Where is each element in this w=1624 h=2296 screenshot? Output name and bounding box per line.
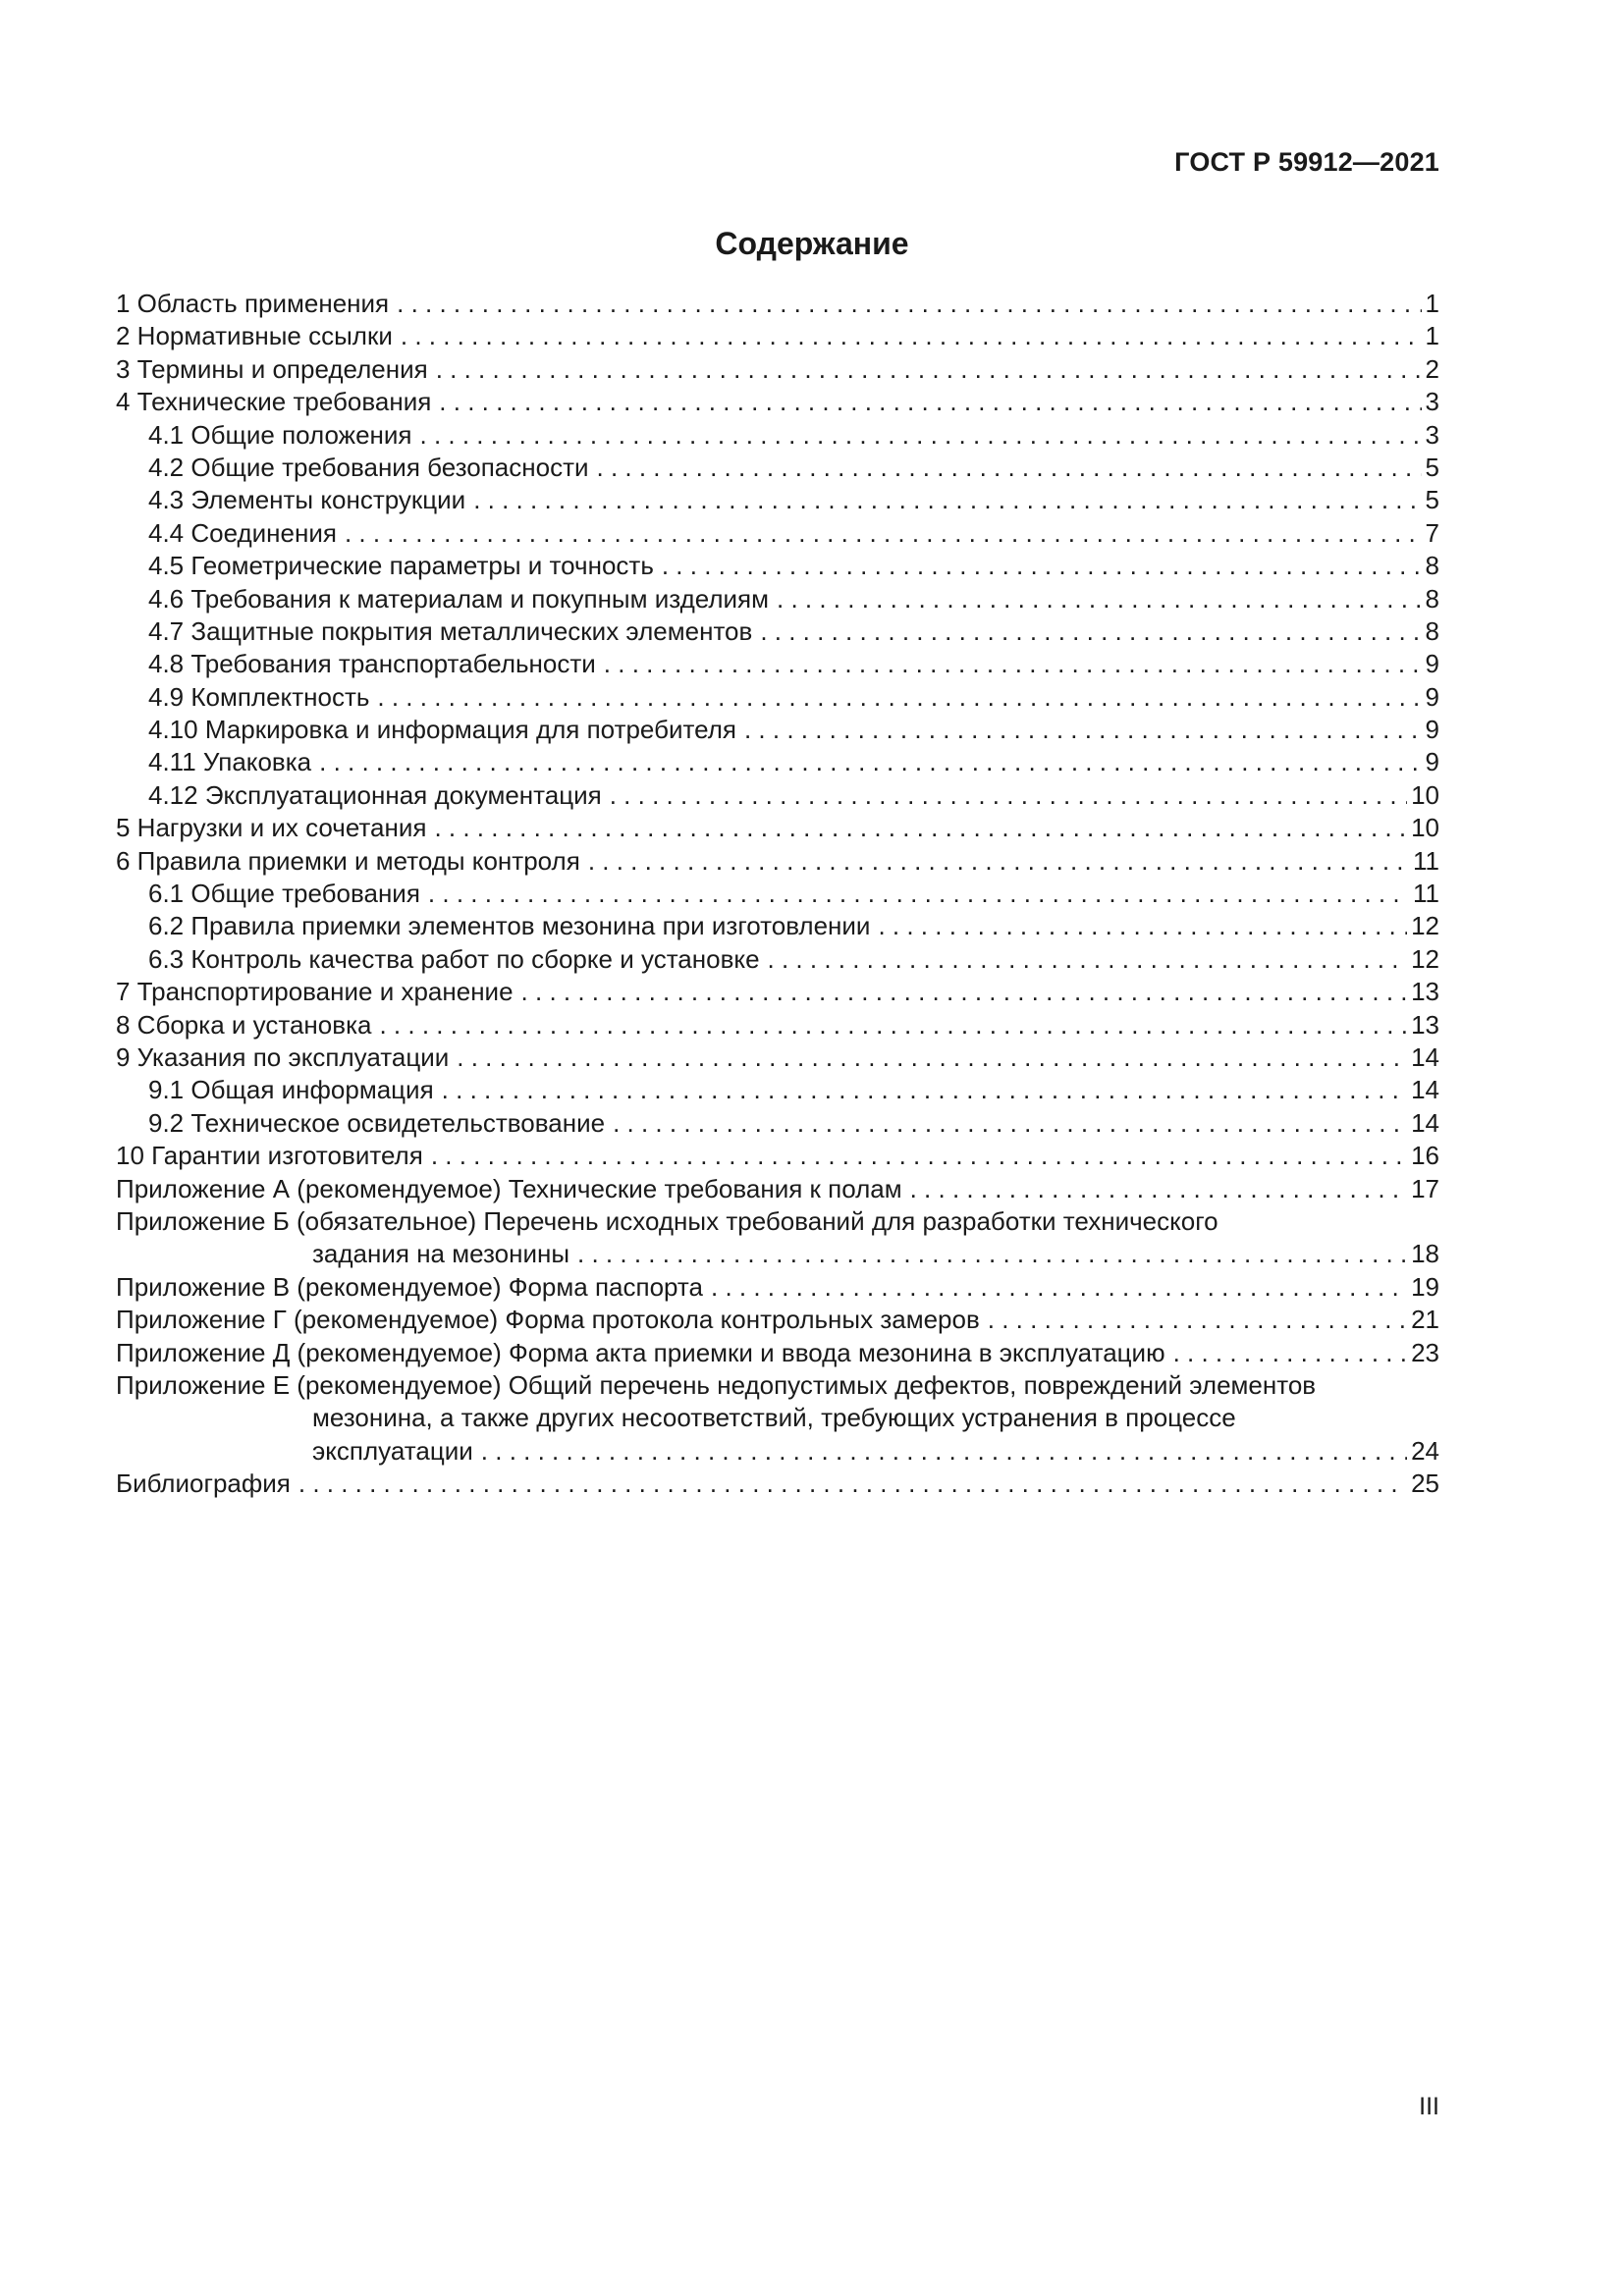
toc-entry[interactable]	[116, 320, 1439, 352]
toc-leader-dots	[319, 746, 1421, 778]
toc-entry-page: 10	[1411, 779, 1439, 810]
toc-leader-dots	[768, 943, 1408, 976]
toc-entry-continuation[interactable]	[116, 1435, 1439, 1468]
toc-entry-page: 9	[1425, 681, 1439, 712]
toc-entry-title: 8 Сборка и установка	[116, 1009, 372, 1040]
toc-entry[interactable]	[116, 288, 1439, 320]
toc-entry-page: 2	[1425, 353, 1439, 384]
toc-entry-title: задания на мезонины	[312, 1239, 570, 1269]
toc-subentry[interactable]	[116, 419, 1439, 452]
toc-entry-page: 19	[1411, 1271, 1439, 1302]
toc-leader-dots	[436, 353, 1422, 386]
toc-entry-title: 4.11 Упаковка	[148, 747, 312, 777]
toc-leader-dots	[420, 419, 1422, 452]
toc-entry-title: Приложение Е (рекомендуемое) Общий перечень недопустимых дефектов, повреждений элементов	[116, 1369, 1317, 1400]
toc-leader-dots	[910, 1173, 1407, 1205]
table-of-contents	[116, 288, 1439, 1500]
toc-entry[interactable]	[116, 1041, 1439, 1074]
toc-entry-page: 24	[1411, 1435, 1439, 1466]
toc-subentry[interactable]	[116, 878, 1439, 910]
toc-leader-dots	[744, 714, 1422, 746]
toc-leader-dots	[439, 386, 1421, 418]
toc-entry-title: 4.12 Эксплуатационная документация	[148, 779, 602, 810]
toc-entry[interactable]	[116, 812, 1439, 844]
toc-entry-title: Приложение Д (рекомендуемое) Форма акта приемки и ввода мезонина в эксплуатацию	[116, 1337, 1165, 1367]
toc-leader-dots	[662, 550, 1422, 582]
toc-leader-dots	[377, 681, 1421, 714]
toc-entry[interactable]	[116, 386, 1439, 418]
toc-entry-page: 25	[1411, 1468, 1439, 1499]
toc-leader-dots	[481, 1435, 1407, 1468]
toc-entry-title: 6 Правила приемки и методы контроля	[116, 845, 580, 876]
toc-entry-title: эксплуатации	[312, 1435, 473, 1466]
toc-entry-page: 23	[1411, 1337, 1439, 1367]
toc-entry-title: 9.2 Техническое освидетельствование	[148, 1107, 606, 1138]
toc-subentry[interactable]	[116, 615, 1439, 648]
toc-entry-page: 11	[1413, 845, 1439, 876]
toc-entry[interactable]	[116, 1337, 1439, 1369]
toc-subentry[interactable]	[116, 648, 1439, 680]
toc-entry-title: 4.2 Общие требования безопасности	[148, 452, 589, 482]
toc-entry-page: 3	[1425, 419, 1439, 450]
toc-entry-title: Приложение Г (рекомендуемое) Форма протокола контрольных замеров	[116, 1305, 980, 1335]
toc-leader-dots	[442, 1074, 1407, 1106]
toc-entry-title: 3 Термины и определения	[116, 353, 428, 384]
toc-entry-page: 12	[1411, 943, 1439, 974]
document-code: ГОСТ Р 59912—2021	[1174, 147, 1439, 177]
toc-entry-page: 7	[1425, 517, 1439, 548]
toc-entry-page: 14	[1411, 1041, 1439, 1072]
toc-entry-title: 7 Транспортирование и хранение	[116, 977, 514, 1007]
toc-entry-title: 4 Технические требования	[116, 387, 432, 417]
toc-leader-dots	[610, 779, 1407, 812]
toc-entry-page: 5	[1425, 485, 1439, 515]
toc-leader-dots	[397, 288, 1421, 320]
toc-subentry[interactable]	[116, 452, 1439, 484]
toc-entry-page: 14	[1411, 1075, 1439, 1105]
page-number: III	[1419, 2093, 1439, 2120]
toc-entry-title: мезонина, а также других несоответствий, требующих устранения в процессе	[312, 1403, 1236, 1433]
toc-entry-page: 13	[1411, 1009, 1439, 1040]
toc-entry-page: 18	[1411, 1239, 1439, 1269]
toc-entry-title: 4.8 Требования транспортабельности	[148, 649, 596, 679]
toc-entry-page: 13	[1411, 977, 1439, 1007]
toc-entry-title: 4.7 Защитные покрытия металлических элементов	[148, 615, 753, 646]
toc-entry-title: 10 Гарантии изготовителя	[116, 1141, 423, 1171]
toc-leader-dots	[428, 878, 1409, 910]
toc-entry[interactable]	[116, 1173, 1439, 1205]
toc-entry-page: 3	[1425, 387, 1439, 417]
toc-entry-title: Приложение А (рекомендуемое) Технические требования к полам	[116, 1173, 902, 1203]
toc-entry-page: 21	[1411, 1305, 1439, 1335]
toc-entry-title: 6.2 Правила приемки элементов мезонина при изготовлении	[148, 911, 871, 941]
toc-subentry[interactable]	[116, 746, 1439, 778]
toc-subentry[interactable]	[116, 1074, 1439, 1106]
toc-leader-dots	[711, 1271, 1407, 1304]
toc-leader-dots	[777, 583, 1422, 615]
toc-entry[interactable]	[116, 1140, 1439, 1172]
toc-entry[interactable]	[116, 1271, 1439, 1304]
toc-subentry[interactable]	[116, 484, 1439, 516]
toc-subentry[interactable]	[116, 681, 1439, 714]
toc-entry-page: 8	[1425, 583, 1439, 614]
toc-subentry[interactable]	[116, 714, 1439, 746]
toc-entry-title: Библиография	[116, 1468, 291, 1499]
toc-entry-title: Приложение Б (обязательное) Перечень исходных требований для разработки технического	[116, 1205, 1218, 1236]
toc-subentry[interactable]	[116, 550, 1439, 582]
toc-leader-dots	[613, 1107, 1407, 1140]
toc-entry-title: 4.4 Соединения	[148, 517, 337, 548]
toc-entry[interactable]	[116, 845, 1439, 878]
toc-entry-title: Приложение В (рекомендуемое) Форма паспорта	[116, 1271, 703, 1302]
toc-entry-page: 1	[1425, 289, 1439, 318]
toc-leader-dots	[588, 845, 1409, 878]
toc-leader-dots	[521, 976, 1408, 1008]
toc-entry-title: 4.1 Общие положения	[148, 419, 412, 450]
toc-entry-page: 9	[1425, 649, 1439, 679]
toc-entry[interactable]	[116, 353, 1439, 386]
toc-entry-page: 1	[1425, 321, 1439, 351]
toc-entry-page: 16	[1411, 1141, 1439, 1171]
toc-leader-dots	[431, 1140, 1407, 1172]
toc-leader-dots	[577, 1238, 1407, 1270]
toc-entry-page: 9	[1425, 715, 1439, 745]
toc-leader-dots	[473, 484, 1421, 516]
toc-subentry[interactable]	[116, 943, 1439, 976]
toc-subentry[interactable]	[116, 910, 1439, 942]
toc-leader-dots	[988, 1304, 1407, 1336]
toc-leader-dots	[597, 452, 1422, 484]
toc-entry-continuation	[116, 1402, 1439, 1434]
toc-entry-title: 6.1 Общие требования	[148, 879, 420, 909]
toc-entry-continuation[interactable]	[116, 1238, 1439, 1270]
toc-entry-page: 9	[1425, 747, 1439, 777]
toc-leader-dots	[298, 1468, 1407, 1500]
toc-title: Содержание	[715, 226, 909, 261]
toc-entry-page: 17	[1411, 1173, 1439, 1203]
toc-entry-page: 14	[1411, 1107, 1439, 1138]
toc-entry-page: 11	[1413, 879, 1439, 909]
toc-leader-dots	[345, 517, 1422, 550]
toc-entry-title: 9.1 Общая информация	[148, 1075, 434, 1105]
toc-leader-dots	[1173, 1337, 1408, 1369]
toc-entry[interactable]	[116, 976, 1439, 1008]
toc-entry[interactable]	[116, 1468, 1439, 1500]
toc-subentry[interactable]	[116, 1107, 1439, 1140]
toc-entry-title: 4.5 Геометрические параметры и точность	[148, 551, 654, 581]
toc-leader-dots	[401, 320, 1422, 352]
toc-entry-page: 8	[1425, 551, 1439, 581]
toc-entry-title: 4.3 Элементы конструкции	[148, 485, 466, 515]
toc-leader-dots	[878, 910, 1407, 942]
toc-subentry[interactable]	[116, 779, 1439, 812]
toc-entry[interactable]	[116, 1304, 1439, 1336]
toc-entry-page: 5	[1425, 452, 1439, 482]
toc-entry-page: 12	[1411, 911, 1439, 941]
toc-leader-dots	[604, 648, 1422, 680]
toc-entry[interactable]	[116, 1369, 1439, 1402]
toc-entry[interactable]	[116, 1009, 1439, 1041]
toc-entry-title: 4.6 Требования к материалам и покупным изделиям	[148, 583, 770, 614]
toc-leader-dots	[434, 812, 1407, 844]
toc-entry[interactable]	[116, 1205, 1439, 1238]
toc-entry-title: 9 Указания по эксплуатации	[116, 1041, 450, 1072]
toc-entry-title: 4.9 Комплектность	[148, 681, 370, 712]
toc-entry-title: 1 Область применения	[116, 289, 390, 318]
toc-entry-title: 2 Нормативные ссылки	[116, 321, 393, 351]
toc-subentry[interactable]	[116, 517, 1439, 550]
toc-entry-page: 10	[1411, 813, 1439, 843]
toc-leader-dots	[457, 1041, 1407, 1074]
toc-entry-title: 6.3 Контроль качества работ по сборке и установке	[148, 943, 760, 974]
toc-entry-title: 4.10 Маркировка и информация для потребителя	[148, 715, 736, 745]
toc-leader-dots	[379, 1009, 1407, 1041]
toc-entry-title: 5 Нагрузки и их сочетания	[116, 813, 427, 843]
toc-leader-dots	[760, 615, 1421, 648]
toc-entry-page: 8	[1425, 615, 1439, 646]
toc-subentry[interactable]	[116, 583, 1439, 615]
